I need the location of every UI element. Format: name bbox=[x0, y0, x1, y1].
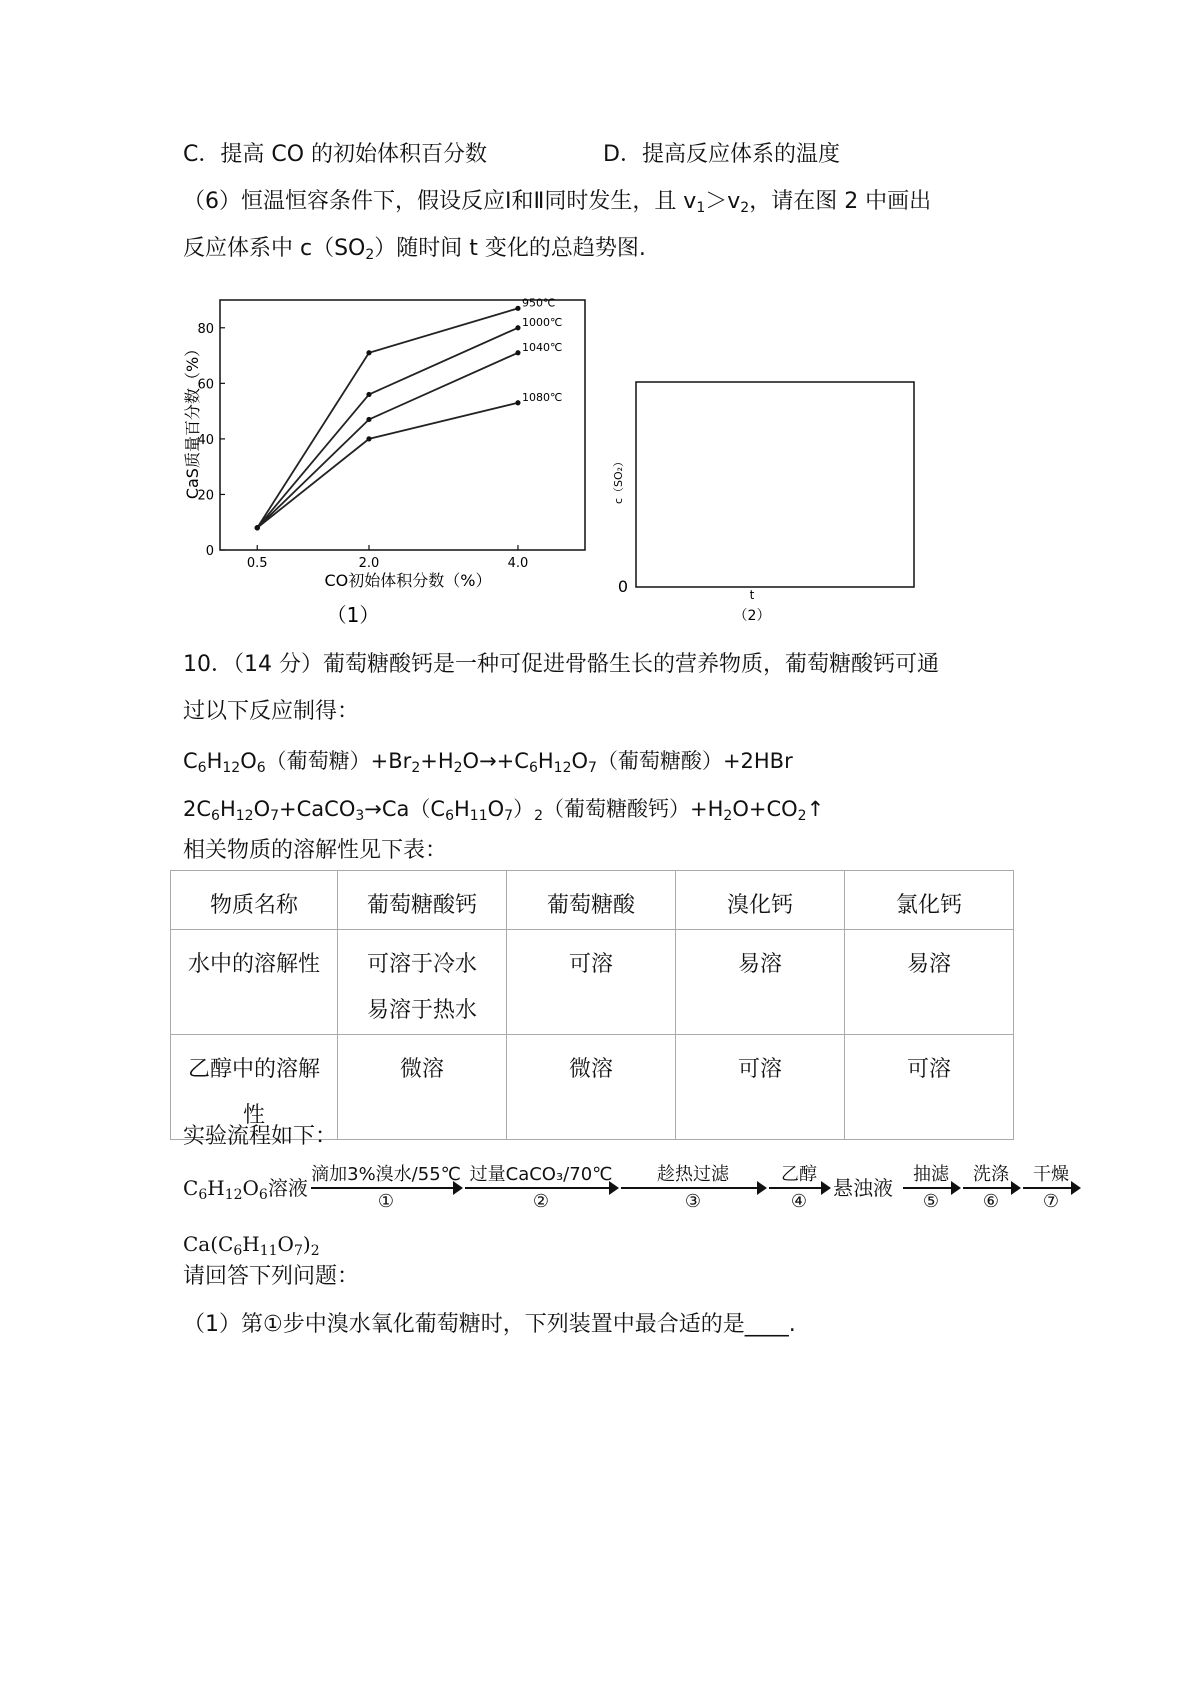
x-axis-label: CO初始体积分数（%） bbox=[324, 571, 492, 590]
x-tick-label: 0.5 bbox=[246, 556, 268, 571]
table-header-row bbox=[171, 871, 1014, 930]
flow-arrow-1: 滴加3%溴水/55℃ ① bbox=[311, 1160, 461, 1214]
figure-1-caption: （1） bbox=[326, 603, 380, 627]
q10-intro-line1: 10．（14 分）葡萄糖酸钙是一种可促进骨骼生长的营养物质，葡萄糖酸钙可通 bbox=[183, 652, 939, 677]
option-c bbox=[183, 140, 840, 170]
data-point bbox=[366, 392, 371, 397]
table-intro: 相关物质的溶解性见下表： bbox=[183, 838, 448, 863]
table-cell: 可溶于冷水 易溶于热水 bbox=[338, 930, 507, 1035]
series-label: 950℃ bbox=[521, 296, 556, 310]
table-row bbox=[171, 930, 1014, 1035]
flow-arrow-2: 过量CaCO₃/70℃ ② bbox=[465, 1160, 617, 1214]
figure-2-caption: （2） bbox=[733, 608, 771, 624]
data-point bbox=[255, 525, 260, 530]
x-axis-label: t bbox=[749, 588, 755, 602]
table-header-cell: 物质名称 bbox=[171, 871, 338, 930]
flow-arrow-3: 趁热过滤 ③ bbox=[621, 1160, 765, 1214]
data-point bbox=[515, 306, 520, 311]
origin-label: 0 bbox=[617, 577, 629, 596]
q10-intro-line2: 过以下反应制得： bbox=[183, 699, 360, 724]
empty-plot-frame bbox=[636, 382, 914, 587]
y-tick-label: 40 bbox=[197, 432, 214, 448]
answer-prompt: 请回答下列问题： bbox=[183, 1264, 360, 1289]
series-label: 1000℃ bbox=[521, 315, 563, 329]
data-point bbox=[366, 350, 371, 355]
sub-question-1: （1）第①步中溴水氧化葡萄糖时，下列装置中最合适的是____. bbox=[183, 1312, 796, 1337]
table-cell: 水中的溶解性 bbox=[171, 930, 338, 1035]
data-point bbox=[515, 350, 520, 355]
option-d-text: D．提高反应体系的温度 bbox=[603, 142, 840, 167]
table-cell: 可溶 bbox=[676, 1035, 845, 1140]
table-cell: 微溶 bbox=[338, 1035, 507, 1140]
flow-mid: 悬浊液 bbox=[833, 1176, 893, 1200]
plot-frame bbox=[220, 300, 585, 550]
flow-arrow-5: 抽滤 ⑤ bbox=[903, 1160, 959, 1214]
data-point bbox=[366, 436, 371, 441]
sub-question-6: （6）恒温恒容条件下，假设反应Ⅰ和Ⅱ同时发生，且 $v_1>v_2$，请在图 2 中画出 bbox=[183, 189, 932, 216]
flow-product: $Ca(C_6H_{11}O_7)_2$ bbox=[183, 1232, 320, 1259]
table-header-cell: 氯化钙 bbox=[845, 871, 1014, 930]
y-axis-label: c（SO₂） bbox=[612, 455, 625, 505]
data-point bbox=[515, 400, 520, 405]
series-line bbox=[257, 308, 518, 527]
y-tick-label: 80 bbox=[197, 321, 214, 337]
table-cell: 可溶 bbox=[507, 930, 676, 1035]
x-tick-label: 2.0 bbox=[358, 556, 380, 571]
figure-2-chart bbox=[605, 370, 925, 630]
x-tick-label: 4.0 bbox=[507, 556, 529, 571]
table-header-cell: 溴化钙 bbox=[676, 871, 845, 930]
equation-2: $2C_6H_{12}O_7+CaCO_3\to Ca(C_6H_{11}O_7)_2$（葡萄糖酸钙）$+H_2O+CO_2↑$ bbox=[183, 797, 825, 824]
flow-start: $C_6H_{12}O_6$溶液 bbox=[183, 1176, 308, 1203]
series-label: 1080℃ bbox=[521, 390, 563, 404]
flow-arrow-6: 洗涤 ⑥ bbox=[963, 1160, 1019, 1214]
y-tick-label: 0 bbox=[205, 544, 214, 559]
table-header-cell: 葡萄糖酸钙 bbox=[338, 871, 507, 930]
y-axis-label: CaS质量百分数（%） bbox=[183, 340, 202, 500]
option-c-text: C．提高 CO 的初始体积百分数 bbox=[183, 142, 488, 167]
flow-arrow-7: 干燥 ⑦ bbox=[1023, 1160, 1079, 1214]
table-cell: 可溶 bbox=[845, 1035, 1014, 1140]
flow-intro: 实验流程如下： bbox=[183, 1124, 338, 1149]
table-cell: 易溶 bbox=[845, 930, 1014, 1035]
series-line bbox=[257, 353, 518, 528]
y-tick-label: 20 bbox=[197, 488, 214, 504]
sub-question-6-cont: 反应体系中 $c(SO_2)$随时间 t 变化的总趋势图. bbox=[183, 236, 646, 263]
data-point bbox=[515, 325, 520, 330]
y-tick-label: 60 bbox=[197, 377, 214, 393]
flow-arrow-4: 乙醇 ④ bbox=[769, 1160, 829, 1214]
table-cell: 乙醇中的溶解 性 bbox=[171, 1035, 338, 1140]
table-cell: 微溶 bbox=[507, 1035, 676, 1140]
table-header-cell: 葡萄糖酸 bbox=[507, 871, 676, 930]
table-cell: 易溶 bbox=[676, 930, 845, 1035]
series-label: 1040℃ bbox=[521, 340, 563, 354]
equation-1: $C_6H_{12}O_6$（葡萄糖）$+Br_2+H_2O\to+C_6H_{12}O_7$（葡萄糖酸）+2HBr bbox=[183, 749, 793, 776]
data-point bbox=[366, 417, 371, 422]
figure-1-chart bbox=[178, 288, 598, 633]
solubility-table bbox=[170, 870, 1014, 1140]
